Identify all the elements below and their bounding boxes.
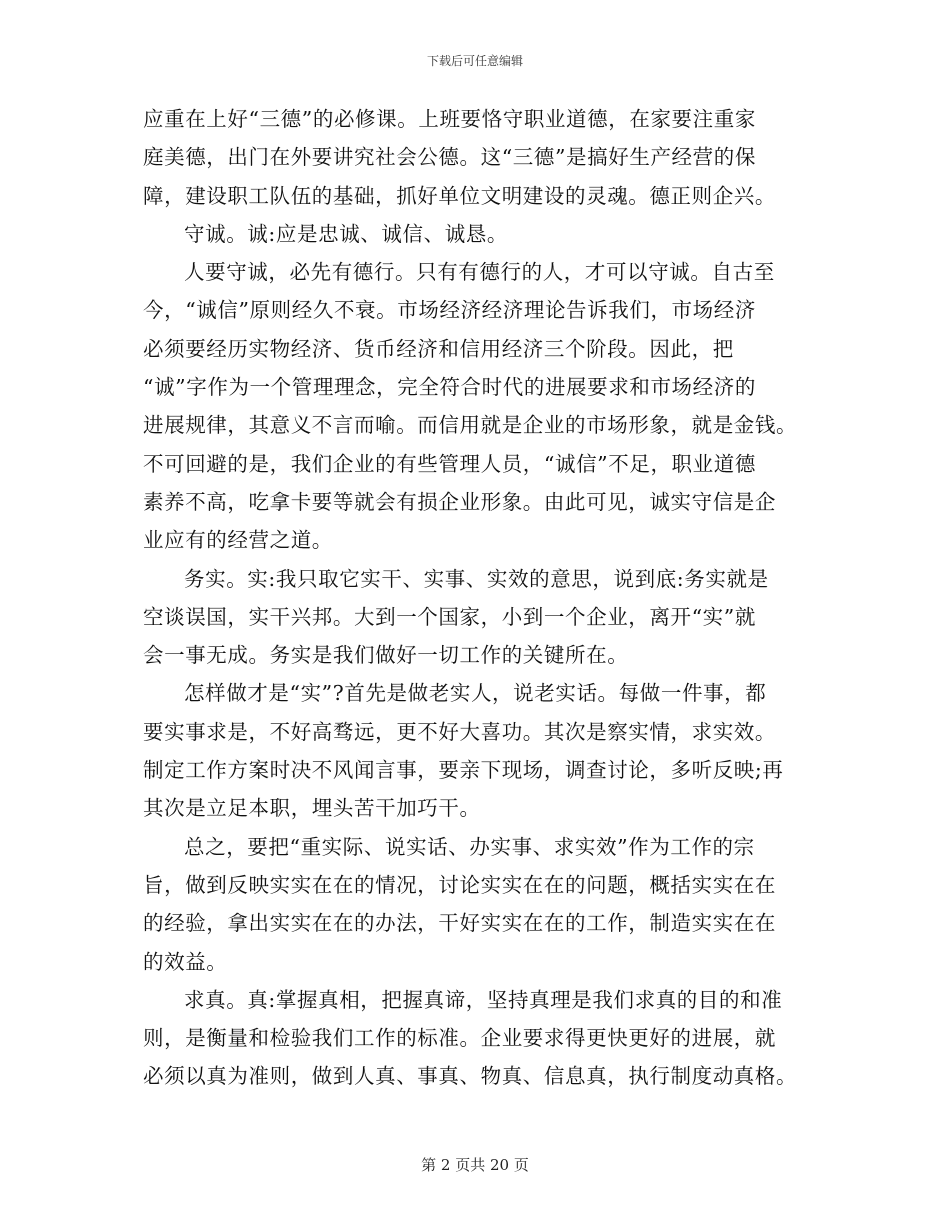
text-line: 必须要经历实物经济、货币经济和信用经济三个阶段。因此，把	[143, 336, 734, 361]
text-line: 进展规律，其意义不言而喻。而信用就是企业的市场形象，就是金钱。	[143, 413, 798, 438]
text-line: 今，“诚信”原则经久不衰。市场经济经济理论告诉我们，市场经济	[143, 298, 756, 323]
text-line: 其次是立足本职，埋头苦干加巧干。	[143, 796, 481, 821]
page-header: 下载后可任意编辑	[426, 54, 523, 68]
text-line: 不可回避的是，我们企业的有些管理人员，“诚信”不足，职业道德	[143, 451, 756, 476]
text-line: 总之，要把“重实际、说实话、办实事、求实效”作为工作的宗	[184, 834, 755, 859]
text-line: 的经验，拿出实实在在的办法，干好实实在在的工作，制造实实在在	[143, 911, 776, 936]
text-line: 的效益。	[143, 949, 228, 974]
document-body	[143, 100, 809, 1096]
text-line: 应重在上好“三德”的必修课。上班要恪守职业道德，在家要注重家	[143, 107, 756, 131]
text-line: 素养不高，吃拿卡要等就会有损企业形象。由此可见，诚实守信是企	[143, 489, 776, 514]
text-line: 业应有的经营之道。	[143, 528, 333, 553]
text-line: 空谈误国，实干兴邦。大到一个国家，小到一个企业，离开“实”就	[143, 604, 756, 629]
text-line: “诚”字作为一个管理理念，完全符合时代的进展要求和市场经济的	[143, 375, 756, 400]
text-line: 要实事求是，不好高骛远，更不好大喜功。其次是察实情，求实效。	[143, 719, 776, 744]
page-footer: 第 2 页共 20 页	[421, 1156, 529, 1174]
text-line: 障，建设职工队伍的基础，抓好单位文明建设的灵魂。德正则企兴。	[143, 183, 776, 208]
text-line: 旨，做到反映实实在在的情况，讨论实实在在的问题，概括实实在在	[143, 872, 776, 897]
text-line: 则，是衡量和检验我们工作的标准。企业要求得更快更好的进展，就	[143, 1026, 776, 1051]
text-line: 怎样做才是“实”?首先是做老实人，说老实话。每做一件事，都	[184, 681, 767, 706]
text-line: 会一事无成。务实是我们做好一切工作的关键所在。	[143, 643, 629, 668]
text-line: 求真。真:掌握真相，把握真谛，坚持真理是我们求真的目的和准	[184, 987, 783, 1012]
text-line: 制定工作方案时决不风闻言事，要亲下现场，调查讨论，多听反映;再	[143, 758, 784, 783]
text-line: 务实。实:我只取它实干、实事、实效的意思，说到底:务实就是	[184, 566, 769, 591]
text-line: 必须以真为准则，做到人真、事真、物真、信息真，执行制度动真格。	[143, 1064, 798, 1089]
text-line: 守诚。诚:应是忠诚、诚信、诚恳。	[184, 221, 509, 246]
text-line: 庭美德，出门在外要讲究社会公德。这“三德”是搞好生产经营的保	[143, 145, 756, 170]
text-line: 人要守诚，必先有德行。只有有德行的人，才可以守诚。自古至	[184, 260, 775, 285]
